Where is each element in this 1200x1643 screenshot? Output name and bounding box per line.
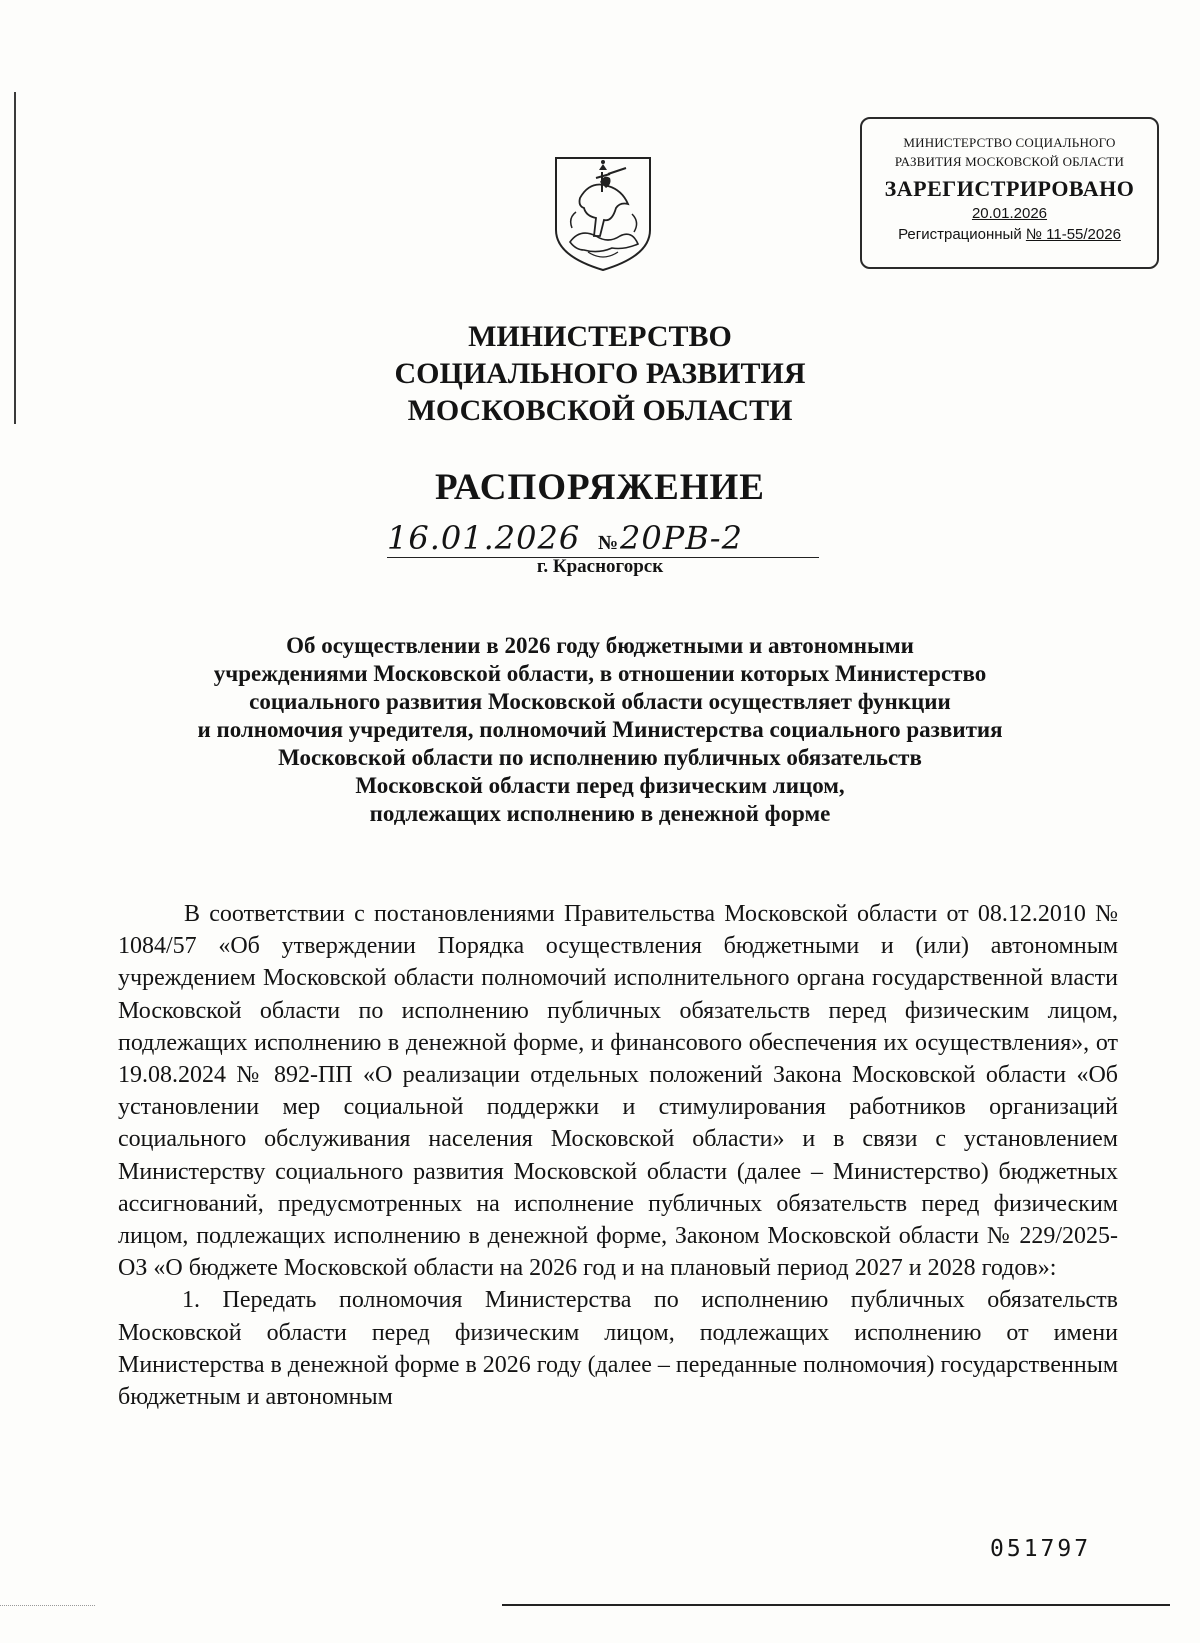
coat-of-arms-icon (550, 152, 656, 276)
document-serial-number: 051797 (990, 1536, 1092, 1562)
subject-line: социального развития Московской области осуществляет функции (249, 689, 951, 714)
body-paragraph-2: 1. Передать полномочия Министерства по исполнению публичных обязательств Московской области перед физическим лицом, подлежащих исполнению от имени Министерства в денежной форме в 2026 году (далее – переданные полномочия) государственным бюджетным и автономным (118, 1287, 1118, 1411)
subject-line: Московской области по исполнению публичных обязательств (278, 745, 922, 770)
stamp-date: 20.01.2026 (971, 205, 1048, 222)
stamp-reg-label: Регистрационный (898, 226, 1022, 243)
stamp-registration (862, 226, 1157, 243)
organization-title (0, 318, 1200, 429)
bottom-scan-marks (0, 1605, 95, 1607)
stamp-status: ЗАРЕГИСТРИРОВАНО (884, 176, 1135, 201)
stamp-reg-number: № 11-55/2026 (1025, 226, 1121, 243)
bottom-rule (502, 1604, 1170, 1606)
subject-line: учреждениями Московской области, в отношении которых Министерство (213, 661, 987, 686)
subject-line: подлежащих исполнению в денежной форме (369, 801, 831, 826)
document-body (118, 898, 1118, 1413)
number-label: № (598, 532, 619, 554)
document-type: РАСПОРЯЖЕНИЕ (434, 467, 765, 508)
subject-line: Об осуществлении в 2026 году бюджетными и автономными (286, 633, 914, 658)
stamp-org-line1: МИНИСТЕРСТВО СОЦИАЛЬНОГО (903, 135, 1116, 150)
subject-line: Московской области перед физическим лицом, (355, 773, 845, 798)
org-line-3: МОСКОВСКОЙ ОБЛАСТИ (407, 394, 793, 427)
document-subject (120, 632, 1080, 828)
org-line-1: МИНИСТЕРСТВО (468, 320, 732, 353)
org-line-2: СОЦИАЛЬНОГО РАЗВИТИЯ (394, 357, 806, 390)
body-paragraph-1: В соответствии с постановлениями Правительства Московской области от 08.12.2010 № 1084/57 «Об утверждении Порядка осуществления бюджетными и (или) автономным учреждением Московской области полномочий исполнительного органа государственной власти Московской области по исполнению публичных обязательств перед физическим лицом, подлежащих исполнению в денежной форме, и финансового обеспечения их осуществления», от 19.08.2024 № 892-ПП «О реализации отдельных положений Закона Московской области «Об установлении мер социальной поддержки и стимулирования работников организаций социального обслуживания населения Московской области» и в связи с установлением Министерству социального развития Московской области (далее – Министерство) бюджетных ассигнований, предусмотренных на исполнение публичных обязательств перед физическим лицом, подлежащих исполнению в денежной форме, Законом Московской области № 229/2025-ОЗ «О бюджете Московской области на 2026 год и на плановый период 2027 и 2028 годов»: (118, 901, 1118, 1282)
subject-line: и полномочия учредителя, полномочий Министерства социального развития (197, 717, 1003, 742)
handwritten-date: 16.01.2026 (387, 519, 581, 557)
registration-stamp (860, 117, 1159, 269)
city-line: г. Красногорск (536, 556, 664, 577)
handwritten-number: 20РВ-2 (620, 519, 743, 557)
stamp-org-line2: РАЗВИТИЯ МОСКОВСКОЙ ОБЛАСТИ (894, 154, 1125, 169)
